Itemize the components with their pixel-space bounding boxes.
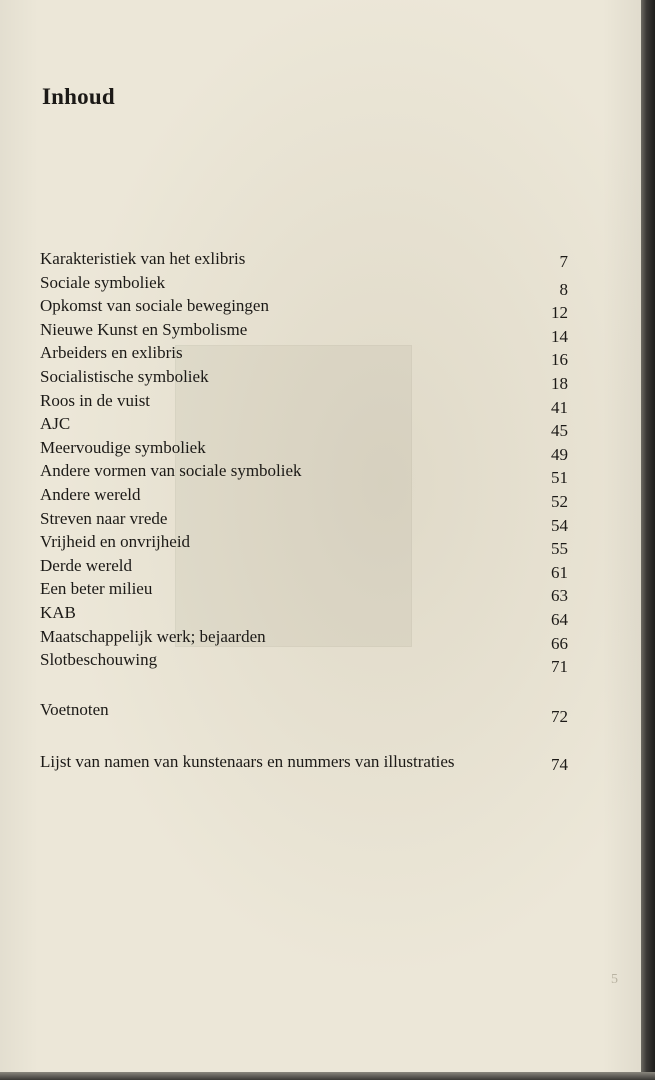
toc-entry — [40, 318, 570, 346]
toc-entry-page: 52 — [551, 491, 568, 511]
page-title: Inhoud — [42, 84, 115, 109]
toc-entry — [40, 601, 570, 629]
toc-entry-title: Opkomst van sociale bewegingen — [40, 296, 269, 316]
toc-entry-title: Socialistische symboliek — [40, 366, 209, 386]
toc-entry-title: Andere wereld — [40, 484, 141, 504]
toc-entry-title: Karakteristiek van het exlibris — [40, 249, 246, 268]
toc-entry-title: Een beter milieu — [40, 579, 153, 599]
toc-entry-page: 74 — [551, 755, 568, 775]
toc-entry — [40, 698, 570, 726]
toc-entry-title: AJC — [40, 414, 71, 434]
toc-entry-title: Andere vormen van sociale symboliek — [40, 461, 302, 481]
toc-entry-page: 61 — [551, 562, 568, 582]
toc-entry — [40, 554, 570, 582]
toc-entry-title: Vrijheid en onvrijheid — [40, 532, 191, 552]
toc-entry — [40, 483, 570, 511]
toc-entry — [40, 625, 570, 653]
toc-entry-page: 7 — [559, 252, 568, 271]
toc-entry — [40, 365, 570, 393]
toc-entry-page: 63 — [551, 586, 568, 606]
toc-entry-title: KAB — [40, 602, 76, 622]
toc-entry-title: Sociale symboliek — [40, 272, 166, 292]
toc-entry-title: Arbeiders en exlibris — [40, 343, 183, 363]
toc-entry-page: 64 — [551, 609, 568, 629]
toc-entry-page: 18 — [551, 373, 568, 393]
toc-entry-page: 51 — [551, 468, 568, 488]
toc-entry-title: Nieuwe Kunst en Symbolisme — [40, 319, 248, 339]
toc-entry-page: 8 — [559, 279, 568, 299]
toc-entry — [40, 341, 570, 370]
toc-entry-page: 55 — [551, 539, 568, 559]
toc-entry-title: Derde wereld — [40, 555, 133, 575]
toc-entry-page: 12 — [551, 303, 568, 323]
toc-entry-title: Streven naar vrede — [40, 508, 168, 528]
toc-entry — [40, 507, 570, 535]
toc-entry — [40, 577, 570, 606]
toc-entry-title: Lijst van namen van kunstenaars en nummers van illustraties — [40, 752, 455, 772]
toc-entry — [40, 648, 570, 677]
toc-entry-title: Slotbeschouwing — [40, 650, 158, 670]
toc-entry-title: Roos in de vuist — [40, 390, 151, 410]
toc-entry-page: 71 — [551, 657, 568, 677]
toc-entry-page: 54 — [551, 515, 568, 535]
toc-entry — [40, 247, 570, 271]
toc-entry — [40, 530, 570, 559]
toc-entry-page: 66 — [551, 633, 568, 653]
book-bottom-edge — [0, 1072, 655, 1080]
table-of-contents — [40, 247, 570, 774]
toc-entry-title: Maatschappelijk werk; bejaarden — [40, 626, 266, 646]
toc-entry-page: 72 — [551, 706, 568, 726]
toc-entry-page: 16 — [551, 350, 568, 370]
toc-entry — [40, 436, 570, 464]
toc-entry — [40, 412, 570, 441]
toc-entry — [40, 294, 570, 323]
toc-entry — [40, 271, 570, 299]
toc-entry-title: Voetnoten — [40, 699, 109, 719]
toc-entry — [40, 750, 570, 774]
toc-entry-page: 45 — [551, 421, 568, 441]
toc-entry-title: Meervoudige symboliek — [40, 437, 206, 457]
toc-entry-page: 41 — [551, 397, 568, 417]
toc-entry — [40, 459, 570, 488]
toc-entry — [40, 389, 570, 417]
book-edge-shadow — [641, 0, 655, 1080]
toc-entry-page: 14 — [551, 326, 568, 346]
page-number: 5 — [611, 972, 618, 987]
toc-entry-page: 49 — [551, 444, 568, 464]
